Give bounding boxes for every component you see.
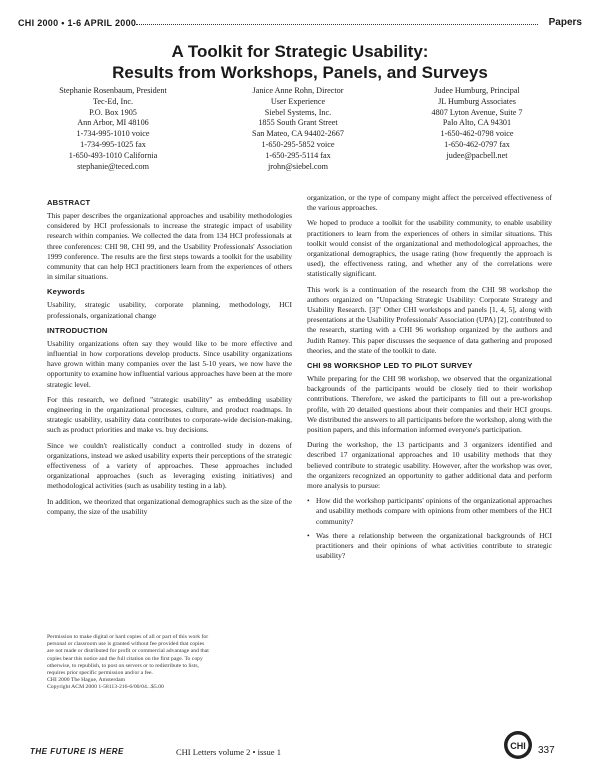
author-line: Tec-Ed, Inc. [92, 96, 134, 106]
copyright-line: otherwise, to republish, to post on servers or to redistribute to lists, [47, 662, 199, 669]
workshop-heading: CHI 98 WORKSHOP LED TO PILOT SURVEY [307, 361, 473, 371]
conference-label: CHI 2000 • 1-6 APRIL 2000 [18, 18, 137, 28]
author-line: 1-650-462-0797 fax [444, 139, 510, 149]
paragraph: In addition, we theorized that organizational demographics such as the size of the company, the size of the usability [47, 496, 292, 516]
title-line-1: A Toolkit for Strategic Usability: [171, 42, 429, 61]
paragraph: We hoped to produce a toolkit for the usability community, to enable usability practitioners to learn from the experiences of others in similar situations. This toolkit would consist of the organizational and methodological approaches, the organizational demographics, the usage rating (how frequently the approach is used), the effectiveness rating, and whether any of the correlations were statistically significant. [307, 218, 552, 279]
header-rule [136, 24, 538, 25]
left-column [47, 196, 292, 522]
author-line: 1-734-995-1010 voice [76, 129, 150, 139]
running-footer [0, 741, 600, 766]
author-block-rosenbaum [28, 86, 198, 172]
author-line: User Experience [270, 96, 326, 106]
author-line: 1-650-493-1010 California [68, 150, 158, 160]
copyright-line: personal or classroom use is granted without fee provided that copies [47, 641, 205, 648]
author-email: judee@pacbell.net [446, 150, 508, 160]
paragraph: For this research, we defined "strategic usability" as embedding usability engineering in the organizational processes, culture, and product roadmaps. In strategic usability, usability data contributes to corporate-wide decision-making, such as product priorities and make vs. buy decisions. [47, 394, 292, 435]
author-block-humburg [392, 86, 562, 162]
author-line: 1-734-995-1025 fax [80, 139, 146, 149]
copyright-line: requires prior specific permission and/or a fee. [47, 670, 153, 677]
paragraph: Since we couldn't realistically conduct a controlled study in dozens of organizations, instead we asked usability experts their perceptions of the strategic effectiveness of a variety of approaches. These approaches included organizational approaches (such as leveraging existing initiatives) and methodological activities (such as usability testing in a lab). [47, 440, 292, 491]
copyright-line: are not made or distributed for profit or commercial advantage and that [47, 648, 209, 655]
footer-slogan: THE FUTURE IS HERE [30, 747, 124, 756]
abstract-heading: ABSTRACT [47, 198, 91, 207]
journal-info: CHI Letters volume 2 • issue 1 [176, 747, 281, 757]
copyright-notice [47, 634, 292, 692]
list-item: • How did the workshop participants' opinions of the organizational approaches and usability methods compare with opinions from other members of the HCI community? [307, 496, 552, 527]
paragraph: organization, or the type of company might affect the perceived effectiveness of the various approaches. [307, 193, 552, 213]
author-email: jrohn@siebel.com [267, 161, 329, 171]
paragraph: Usability organizations often say they would like to be more effective and influential in how corporations develop products. Since usability organizations have grown within many companies over the last 5-10 years, we now have the opportunity to examine how influential various approaches have been at the more strategic level. [47, 338, 292, 389]
copyright-line: copies bear this notice and the full citation on the first page. To copy [47, 655, 203, 662]
author-line: Siebel Systems, Inc. [264, 107, 332, 117]
running-header [18, 18, 582, 32]
author-line: Judee Humburg, Principal [434, 86, 520, 95]
paper-title [20, 41, 580, 83]
paragraph: During the workshop, the 13 participants and 3 organizers identified and described 17 organizational approaches and 10 usability methods that they believed contribute to strategic usability. However, after the workshop was over, the organizers recognized an opportunity to gather additional data and perform more analysis to pursue: [307, 440, 552, 491]
author-line: 1-650-462-0798 voice [440, 129, 514, 139]
question-list [307, 496, 552, 561]
author-line: P.O. Box 1905 [89, 107, 137, 117]
author-line: JL Humburg Associates [438, 96, 516, 106]
logo-text: CHI [510, 741, 526, 751]
copyright-line: Copyright ACM 2000 1-58113-216-6/00/04...$5.00 [47, 684, 164, 691]
author-line: 4807 Lyton Avenue, Suite 7 [431, 107, 523, 117]
copyright-line: CHI 2000 The Hague, Amsterdam [47, 677, 126, 684]
keywords-heading: Keywords [47, 287, 85, 297]
copyright-line: Permission to make digital or hard copies of all or part of this work for [47, 634, 209, 640]
paragraph: This work is a continuation of the research from the CHI 98 workshop the authors organized on "Unpacking Strategic Usability: Corporate Strategy and Usability Research. [3]" Other CHI workshops and panels [1, 4, 5], along with presentations at the Usability Professionals' Association (UPA) [2], contributed to the research, starting with a CHI 96 workshop organized by the authors and Judith Ramey. This paper discusses the sequence of data gathering and proposed theories, and the state of the toolkit to date. [307, 284, 552, 355]
author-line: Janice Anne Rohn, Director [252, 86, 344, 95]
section-label: Papers [548, 17, 582, 28]
author-line: 1-650-295-5114 fax [265, 150, 331, 160]
page-number: 337 [538, 745, 555, 756]
paragraph: While preparing for the CHI 98 workshop, we observed that the organizational backgrounds of the participants would be closely tied to their workshop contributions. Therefore, we asked the participants to fill out a pre-workshop profile, with 20 detailed questions about their companies and their HCI groups. We distributed the answers to all participants before the workshop, along with the position papers, and this information informed everyone's participation. [307, 374, 552, 435]
author-line: Stephanie Rosenbaum, President [59, 86, 167, 95]
introduction-heading: INTRODUCTION [47, 325, 108, 335]
author-line: 1-650-295-5852 voice [261, 139, 335, 149]
author-block-rohn [213, 86, 383, 172]
chi-logo-icon [503, 730, 533, 760]
author-line: San Mateo, CA 94402-2667 [252, 129, 344, 139]
right-column [307, 193, 552, 566]
author-line: Ann Arbor, MI 48106 [77, 118, 149, 128]
title-line-2: Results from Workshops, Panels, and Surveys [112, 63, 488, 82]
list-item: • Was there a relationship between the organizational backgrounds of HCI practitioners and their opinions of what activities contribute to strategic usability? [307, 531, 552, 562]
abstract-text: This paper describes the organizational approaches and usability methodologies considered by HCI professionals to increase the strategic impact of usability research within companies. We collected the data from 134 HCI professionals at three conferences: CHI 98, CHI 99, and the Usability Professionals' Association 1999 conference. The results are the first steps towards a toolkit for the usability community that can help HCI practitioners learn from the experiences of others in similar situations. [47, 211, 292, 282]
author-email: stephanie@teced.com [77, 161, 149, 171]
author-line: 1855 South Grant Street [258, 118, 338, 128]
keywords-text: Usability, strategic usability, corporate planning, methodology, HCI professionals, organizational change [47, 300, 292, 320]
author-line: Palo Alto, CA 94301 [442, 118, 512, 128]
